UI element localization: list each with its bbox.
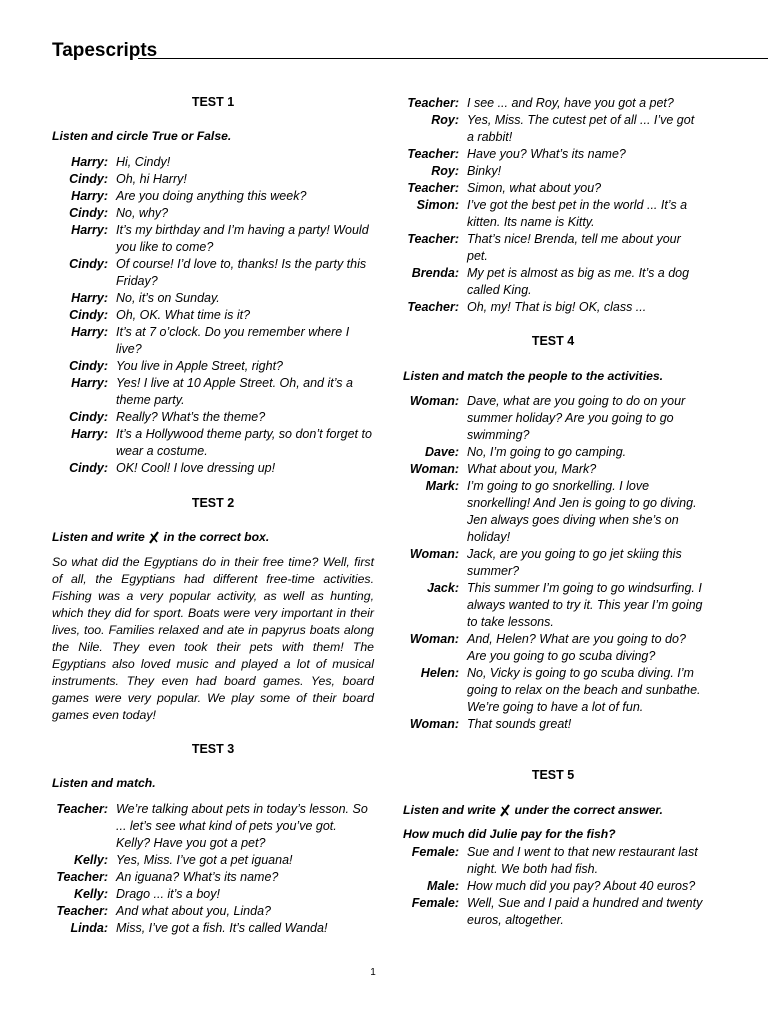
test4-instruction: Listen and match the people to the activities.: [403, 369, 664, 383]
dialogue-line: [403, 444, 703, 461]
speaker-name: Female:: [411, 896, 459, 910]
cross-mark-icon: [149, 531, 159, 544]
speaker-name: Teacher:: [407, 232, 459, 246]
dialogue-line: [403, 631, 703, 665]
speech-text: Are you doing anything this week?: [116, 189, 307, 203]
test1-heading: TEST 1: [191, 95, 235, 109]
dialogue-line: [403, 895, 703, 929]
speaker-name: Kelly:: [73, 887, 108, 901]
dialogue-line: [403, 546, 703, 580]
speech-text: Binky!: [467, 164, 502, 178]
cross-mark-icon: [500, 804, 510, 817]
speaker-name: Teacher:: [56, 870, 108, 884]
dialogue-line: [403, 146, 703, 163]
test3-dialogue: [52, 801, 374, 937]
dialogue-line: [403, 231, 703, 265]
dialogue-line: [52, 869, 374, 886]
speech-text: I’ve got the best pet in the world ... It’s a kitten. Its name is Kitty.: [467, 198, 688, 229]
dialogue-line: [52, 920, 374, 937]
speech-text: I see ... and Roy, have you got a pet?: [467, 96, 674, 110]
dialogue-line: [403, 180, 703, 197]
dialogue-line: [52, 801, 374, 852]
test5-question: How much did Julie pay for the fish?: [403, 827, 616, 841]
speech-text: Oh, my! That is big! OK, class ...: [467, 300, 647, 314]
dialogue-line: [403, 95, 703, 112]
dialogue-line: [52, 222, 374, 256]
speech-text: What about you, Mark?: [467, 462, 597, 476]
speaker-name: Harry:: [71, 376, 108, 390]
test5-instruction: [403, 802, 663, 819]
dialogue-line: [52, 256, 374, 290]
speaker-name: Woman:: [409, 394, 459, 408]
speaker-name: Harry:: [71, 223, 108, 237]
speech-text: An iguana? What’s its name?: [116, 870, 279, 884]
speech-text: Yes, Miss. I’ve got a pet iguana!: [116, 853, 293, 867]
speech-text: Oh, OK. What time is it?: [116, 308, 251, 322]
dialogue-line: [52, 426, 374, 460]
dialogue-line: [403, 393, 703, 444]
speech-text: Yes, Miss. The cutest pet of all ... I’ve got a rabbit!: [467, 113, 695, 144]
dialogue-line: [52, 460, 374, 477]
speaker-name: Linda:: [70, 921, 108, 935]
dialogue-line: [403, 844, 703, 878]
dialogue-line: [52, 375, 374, 409]
test3-instruction: Listen and match.: [52, 776, 156, 790]
speaker-name: Cindy:: [69, 359, 108, 373]
speaker-name: Woman:: [409, 547, 459, 561]
test2-instruction-end: in the correct box.: [160, 530, 270, 544]
speaker-name: Roy:: [431, 164, 459, 178]
speaker-name: Harry:: [71, 189, 108, 203]
speaker-name: Brenda:: [411, 266, 459, 280]
test3-dialogue-continued: [403, 95, 703, 316]
dialogue-line: [403, 299, 703, 316]
page-header: [52, 38, 768, 62]
speech-text: Yes! I live at 10 Apple Street. Oh, and it’s a theme party.: [116, 376, 353, 407]
test5-dialogue: [403, 844, 703, 929]
test4-heading: TEST 4: [531, 334, 575, 348]
speech-text: I’m going to go snorkelling. I love snorkelling! And Jen is going to go diving. Jen always goes diving when she’s on holiday!: [467, 479, 697, 544]
speaker-name: Cindy:: [69, 410, 108, 424]
dialogue-line: [52, 290, 374, 307]
speaker-name: Helen:: [420, 666, 459, 680]
dialogue-line: [403, 878, 703, 895]
speech-text: Miss, I’ve got a fish. It’s called Wanda!: [116, 921, 328, 935]
dialogue-line: [52, 852, 374, 869]
dialogue-line: [403, 112, 703, 146]
speaker-name: Cindy:: [69, 257, 108, 271]
speaker-name: Teacher:: [407, 147, 459, 161]
speaker-name: Jack:: [427, 581, 459, 595]
speech-text: Really? What’s the theme?: [116, 410, 266, 424]
speaker-name: Cindy:: [69, 308, 108, 322]
speech-text: Oh, hi Harry!: [116, 172, 187, 186]
speaker-name: Teacher:: [56, 802, 108, 816]
speech-text: My pet is almost as big as me. It’s a dog called King.: [467, 266, 690, 297]
dialogue-line: [52, 358, 374, 375]
dialogue-line: [403, 580, 703, 631]
speech-text: You live in Apple Street, right?: [116, 359, 283, 373]
speaker-name: Female:: [411, 845, 459, 859]
dialogue-line: [403, 461, 703, 478]
test3-heading: TEST 3: [191, 742, 235, 756]
speech-text: OK! Cool! I love dressing up!: [116, 461, 276, 475]
speaker-name: Harry:: [71, 325, 108, 339]
speaker-name: Mark:: [425, 479, 459, 493]
speech-text: It’s my birthday and I’m having a party! Would you like to come?: [116, 223, 369, 254]
speaker-name: Woman:: [409, 717, 459, 731]
speaker-name: Teacher:: [56, 904, 108, 918]
test2-paragraph: So what did the Egyptians do in their free time? Well, first of all, the Egyptians had different free-time activities. Fishing was a very popular activity, as well as hunting, which they did for sport. Boats were very important in their lives, too. Families relaxed and ate in papyrus boats along the Nile. They even took their pets with them! The Egyptians also loved music and played a lot of musical instruments. They even had board games. Yes, board games were very popular. We play some of their board games even today!: [52, 555, 374, 722]
speech-text: It’s at 7 o’clock. Do you remember where I live?: [116, 325, 350, 356]
speech-text: No, Vicky is going to go scuba diving. I’m going to relax on the beach and sunbathe. We’re going to have a lot of fun.: [467, 666, 701, 714]
title-rule: [138, 58, 768, 59]
dialogue-line: [52, 188, 374, 205]
speaker-name: Cindy:: [69, 206, 108, 220]
speech-text: No, it’s on Sunday.: [116, 291, 220, 305]
speaker-name: Woman:: [409, 632, 459, 646]
test2-instruction: [52, 529, 269, 546]
dialogue-line: [52, 903, 374, 920]
speech-text: Have you? What’s its name?: [467, 147, 626, 161]
test2-heading: TEST 2: [191, 496, 235, 510]
speech-text: Hi, Cindy!: [116, 155, 171, 169]
speech-text: Drago ... it’s a boy!: [116, 887, 220, 901]
speaker-name: Teacher:: [407, 96, 459, 110]
dialogue-line: [52, 205, 374, 222]
speech-text: Simon, what about you?: [467, 181, 602, 195]
dialogue-line: [52, 886, 374, 903]
speaker-name: Simon:: [416, 198, 459, 212]
speaker-name: Cindy:: [69, 461, 108, 475]
dialogue-line: [403, 478, 703, 546]
dialogue-line: [52, 171, 374, 188]
page-title: Tapescripts: [52, 40, 158, 61]
test1-dialogue: [52, 154, 374, 477]
test5-instruction-start: Listen and write: [403, 803, 500, 817]
speech-text: Well, Sue and I paid a hundred and twenty euros, altogether.: [467, 896, 703, 927]
speaker-name: Harry:: [71, 427, 108, 441]
speaker-name: Harry:: [71, 291, 108, 305]
speech-text: No, why?: [116, 206, 169, 220]
dialogue-line: [52, 324, 374, 358]
dialogue-line: [403, 265, 703, 299]
speaker-name: Harry:: [71, 155, 108, 169]
speech-text: How much did you pay? About 40 euros?: [467, 879, 696, 893]
page-number: 1: [370, 967, 376, 978]
speaker-name: Kelly:: [73, 853, 108, 867]
dialogue-line: [403, 665, 703, 716]
test1-instruction: Listen and circle True or False.: [52, 129, 232, 143]
dialogue-line: [403, 197, 703, 231]
speaker-name: Teacher:: [407, 181, 459, 195]
speech-text: It’s a Hollywood theme party, so don’t forget to wear a costume.: [116, 427, 372, 458]
test2-instruction-start: Listen and write: [52, 530, 149, 544]
speech-text: Dave, what are you going to do on your summer holiday? Are you going to go swimming?: [467, 394, 686, 442]
speaker-name: Cindy:: [69, 172, 108, 186]
speaker-name: Woman:: [409, 462, 459, 476]
speech-text: Jack, are you going to go jet skiing this summer?: [467, 547, 682, 578]
speech-text: We’re talking about pets in today’s lesson. So ... let’s see what kind of pets you’ve got. Kelly? Have you got a pet?: [116, 802, 368, 850]
speech-text: No, I’m going to go camping.: [467, 445, 627, 459]
test5-heading: TEST 5: [531, 768, 575, 782]
speech-text: And, Helen? What are you going to do? Are you going to go scuba diving?: [467, 632, 686, 663]
speaker-name: Male:: [427, 879, 459, 893]
speech-text: And what about you, Linda?: [116, 904, 271, 918]
dialogue-line: [403, 716, 703, 733]
dialogue-line: [403, 163, 703, 180]
dialogue-line: [52, 409, 374, 426]
speaker-name: Roy:: [431, 113, 459, 127]
speech-text: This summer I’m going to go windsurfing. I always wanted to try it. This year I’m going to take lessons.: [467, 581, 703, 629]
dialogue-line: [52, 154, 374, 171]
test5-instruction-end: under the correct answer.: [511, 803, 663, 817]
dialogue-line: [52, 307, 374, 324]
speaker-name: Dave:: [424, 445, 459, 459]
speech-text: That sounds great!: [467, 717, 572, 731]
speaker-name: Teacher:: [407, 300, 459, 314]
test4-dialogue: [403, 393, 703, 733]
speech-text: Sue and I went to that new restaurant last night. We both had fish.: [467, 845, 698, 876]
speech-text: Of course! I’d love to, thanks! Is the party this Friday?: [116, 257, 367, 288]
speech-text: That’s nice! Brenda, tell me about your pet.: [467, 232, 681, 263]
